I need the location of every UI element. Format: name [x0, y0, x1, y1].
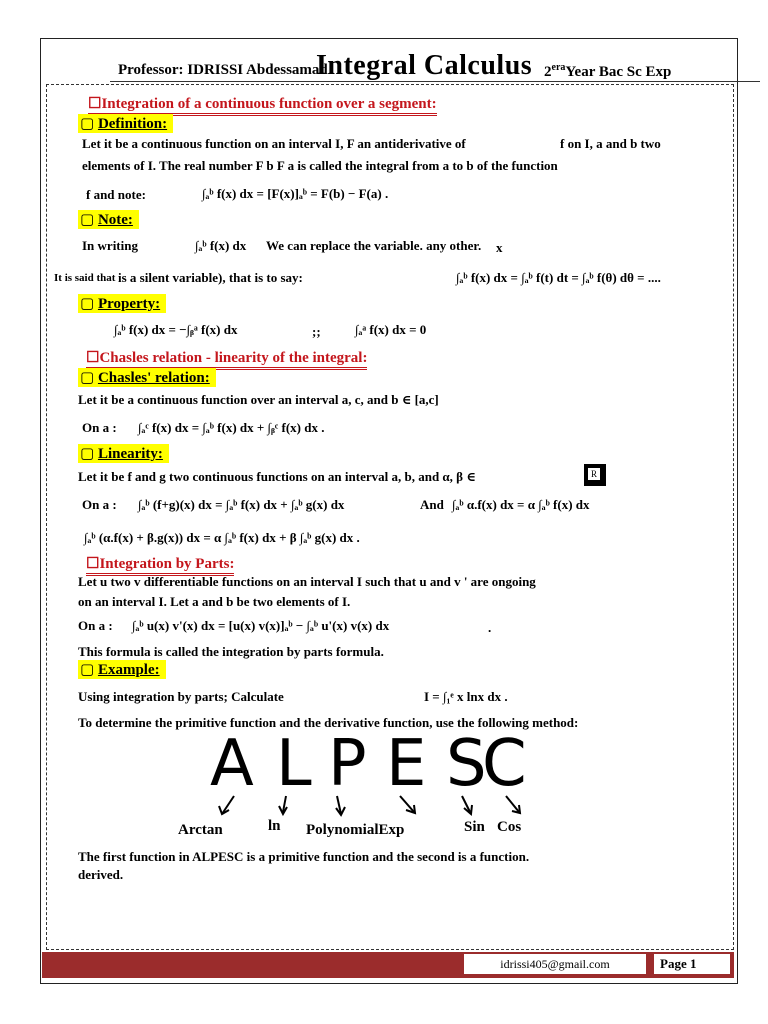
property-formula-2: ∫ₐᵃ f(x) dx = 0 — [355, 322, 427, 337]
heading-linearity: ▢ Linearity: — [78, 444, 169, 463]
category-cos: Cos — [497, 819, 522, 835]
definition-text-1b: f on I, a and b two — [560, 136, 661, 151]
page-footer — [42, 952, 734, 978]
note-text-2b: is a silent variable), that is to say: — [118, 270, 303, 285]
heading-note: ▢ Note: — [78, 210, 139, 229]
note-text-1b: We can replace the variable. any other. — [266, 238, 482, 253]
heading-chasles: ▢ Chasles' relation: — [78, 368, 216, 387]
section-heading-chasles: ☐Chasles relation - linearity of the integral: — [86, 348, 367, 370]
arrow-c — [506, 796, 519, 812]
alpesc-letter-a: A — [210, 727, 254, 801]
note-text-1: In writing — [82, 238, 138, 253]
parts-text-1: Let u two v differentiable functions on an interval I such that u and v ' are ongoing — [78, 574, 536, 589]
note-formula-2: ∫ₐᵇ f(x) dx = ∫ₐᵇ f(t) dt = ∫ₐᵇ f(θ) dθ = .... — [456, 270, 661, 285]
definition-text-3: f and note: — [86, 187, 146, 202]
example-label: Example: — [97, 662, 160, 678]
alpesc-letter-c: C — [482, 727, 527, 801]
parts-on: On a : — [78, 618, 113, 633]
definition-text-1: Let it be a continuous function on an interval I, F an antiderivative of — [82, 136, 466, 151]
chasles-formula: ∫ₐᶜ f(x) dx = ∫ₐᵇ f(x) dx + ∫ᵦᶜ f(x) dx . — [138, 420, 325, 435]
year-number: 2 — [544, 64, 552, 80]
category-arctan: Arctan — [178, 822, 223, 838]
page-title: Integral Calculus — [316, 50, 533, 81]
parts-text-2: on an interval I. Let a and b be two elements of I. — [78, 594, 351, 609]
category-ln: ln — [268, 818, 281, 834]
footer-email: idrissi405@gmail.com — [464, 954, 646, 974]
alpesc-letter-l: L — [276, 727, 312, 801]
linearity-on: On a : — [82, 497, 117, 512]
real-numbers-label: R — [588, 468, 600, 480]
linearity-text: Let it be f and g two continuous functions on an interval a, b, and α, β ∈ — [78, 469, 476, 484]
chasles-on: On a : — [82, 420, 117, 435]
section-heading-parts: ☐Integration by Parts: — [86, 554, 234, 576]
linearity-label: Linearity: — [97, 446, 163, 462]
alpesc-letter-e: E — [386, 727, 427, 801]
linearity-formula-2: ∫ₐᵇ α.f(x) dx = α ∫ₐᵇ f(x) dx — [452, 497, 590, 512]
professor-name: Professor: IDRISSI Abdessamad — [118, 62, 328, 78]
heading-definition: ▢ Definition: — [78, 114, 173, 133]
section-heading-integration: ☐Integration of a continuous function over a segment: — [88, 94, 437, 116]
linearity-and: And — [420, 497, 444, 512]
year-suffix: era — [551, 62, 566, 73]
method-text: To determine the primitive function and the derivative function, use the following method: — [78, 715, 579, 730]
page-number: Page 1 — [654, 954, 730, 974]
year-label: Year Bac Sc Exp — [565, 64, 672, 80]
category-sin: Sin — [464, 819, 485, 835]
property-formula-1: ∫ₐᵇ f(x) dx = −∫ᵦᵃ f(x) dx — [114, 322, 238, 337]
heading-property: ▢ Property: — [78, 294, 166, 313]
example-formula: I = ∫₁ᵉ x lnx dx . — [424, 689, 508, 704]
property-label: Property: — [97, 296, 161, 312]
category-polynomial-exp: PolynomialExp — [306, 822, 405, 838]
note-variable: x — [496, 240, 503, 255]
property-separator: ;; — [312, 324, 321, 339]
alpesc-letter-s: S — [446, 727, 487, 801]
parts-dot: . — [488, 620, 492, 635]
final-text-2: derived. — [78, 867, 124, 882]
parts-note: This formula is called the integration by parts formula. — [78, 644, 384, 659]
definition-text-2: elements of I. The real number F b F a is called the integral from a to b of the function — [82, 158, 558, 173]
note-text-2a: It is said that — [54, 272, 116, 284]
parts-formula: ∫ₐᵇ u(x) v'(x) dx = [u(x) v(x)]ₐᵇ − ∫ₐᵇ u'(x) v(x) dx — [132, 618, 390, 633]
example-text: Using integration by parts; Calculate — [78, 689, 284, 704]
heading-example: ▢ Example: — [78, 660, 166, 679]
definition-formula: ∫ₐᵇ f(x) dx = [F(x)]ₐᵇ = F(b) − F(a) . — [202, 186, 389, 201]
linearity-formula-3: ∫ₐᵇ (α.f(x) + β.g(x)) dx = α ∫ₐᵇ f(x) dx + β ∫ₐᵇ g(x) dx . — [84, 530, 360, 545]
note-formula-1: ∫ₐᵇ f(x) dx — [195, 238, 247, 253]
alpesc-letter-p: P — [328, 727, 367, 801]
chasles-label: Chasles' relation: — [97, 370, 210, 386]
final-text-1: The first function in ALPESC is a primitive function and the second is a function. — [78, 849, 530, 864]
linearity-formula-1: ∫ₐᵇ (f+g)(x) dx = ∫ₐᵇ f(x) dx + ∫ₐᵇ g(x) dx — [138, 497, 345, 512]
definition-label: Definition: — [97, 116, 168, 132]
chasles-text: Let it be a continuous function over an interval a, c, and b ∈ [a,c] — [78, 392, 439, 407]
note-label: Note: — [97, 212, 133, 228]
